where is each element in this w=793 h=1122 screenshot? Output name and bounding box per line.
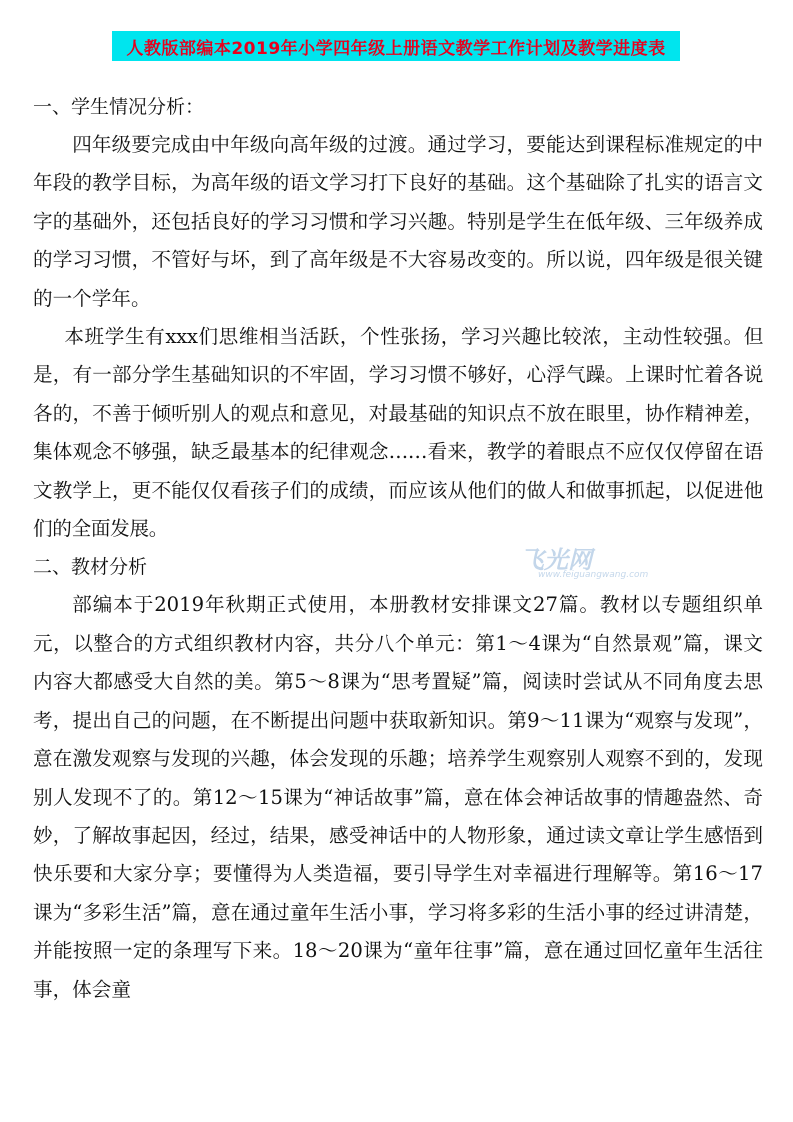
watermark-logo-text: 飞光网 (520, 546, 592, 574)
document-title: 人教版部编本2019年小学四年级上册语文教学工作计划及教学进度表 (126, 38, 666, 59)
section-heading-student-analysis: 一、学生情况分析： (33, 96, 205, 118)
paragraph: 本班学生有xxx们思维相当活跃，个性张扬，学习兴趣比较浓，主动性较强。但是，有一部分学生基础知识的不牢固，学习习惯不够好，心浮气躁。上课时忙着各说各的，不善于倾听别人的观点和意见，对最基础的知识点不放在眼里，协作精神差，集体观念不够强，缺乏最基本的纪律观念……看来，教学的着眼点不应仅仅停留在语文教学上，更不能仅仅看孩子们的成绩，而应该从他们的做人和做事抓起，以促进他们的全面发展。 (33, 325, 763, 541)
watermark-url: www.feiguangwang.com (538, 570, 649, 580)
paragraph: 部编本于2019年秋期正式使用，本册教材安排课文27篇。教材以专题组织单元，以整合的方式组织教材内容，共分八个单元：第1～4课为“自然景观”篇，课文内容大都感受大自然的美。第5～8课为“思考置疑”篇，阅读时尝试从不同角度去思考，提出自己的问题，在不断提出问题中获取新知识。第9～11课为“观察与发现”，意在激发观察与发现的兴趣，体会发现的乐趣；培养学生观察别人观察不到的，发现别人发现不了的。第12～15课为“神话故事”篇，意在体会神话故事的情趣盎然、奇妙，了解故事起因，经过，结果，感受神话中的人物形象，通过读文章让学生感悟到快乐要和大家分享；要懂得为人类造福，要引导学生对幸福进行理解等。第16～17课为“多彩生活”篇，意在通过童年生活小事，学习将多彩的生活小事的经过讲清楚，并能按照一定的条理写下来。18～20课为“童年往事”篇，意在通过回忆童年生活往事，体会童 (33, 593, 763, 1001)
document-body (33, 88, 763, 1009)
paragraph: 四年级要完成由中年级向高年级的过渡。通过学习，要能达到课程标准规定的中年段的教学目标，为高年级的语文学习打下良好的基础。这个基础除了扎实的语言文字的基础外，还包括良好的学习习惯和学习兴趣。特别是学生在低年级、三年级养成的学习习惯，不管好与坏，到了高年级是不大容易改变的。所以说，四年级是很关键的一个学年。 (33, 133, 763, 310)
title-banner (112, 31, 680, 61)
section-heading-textbook-analysis: 二、教材分析 (33, 556, 148, 579)
